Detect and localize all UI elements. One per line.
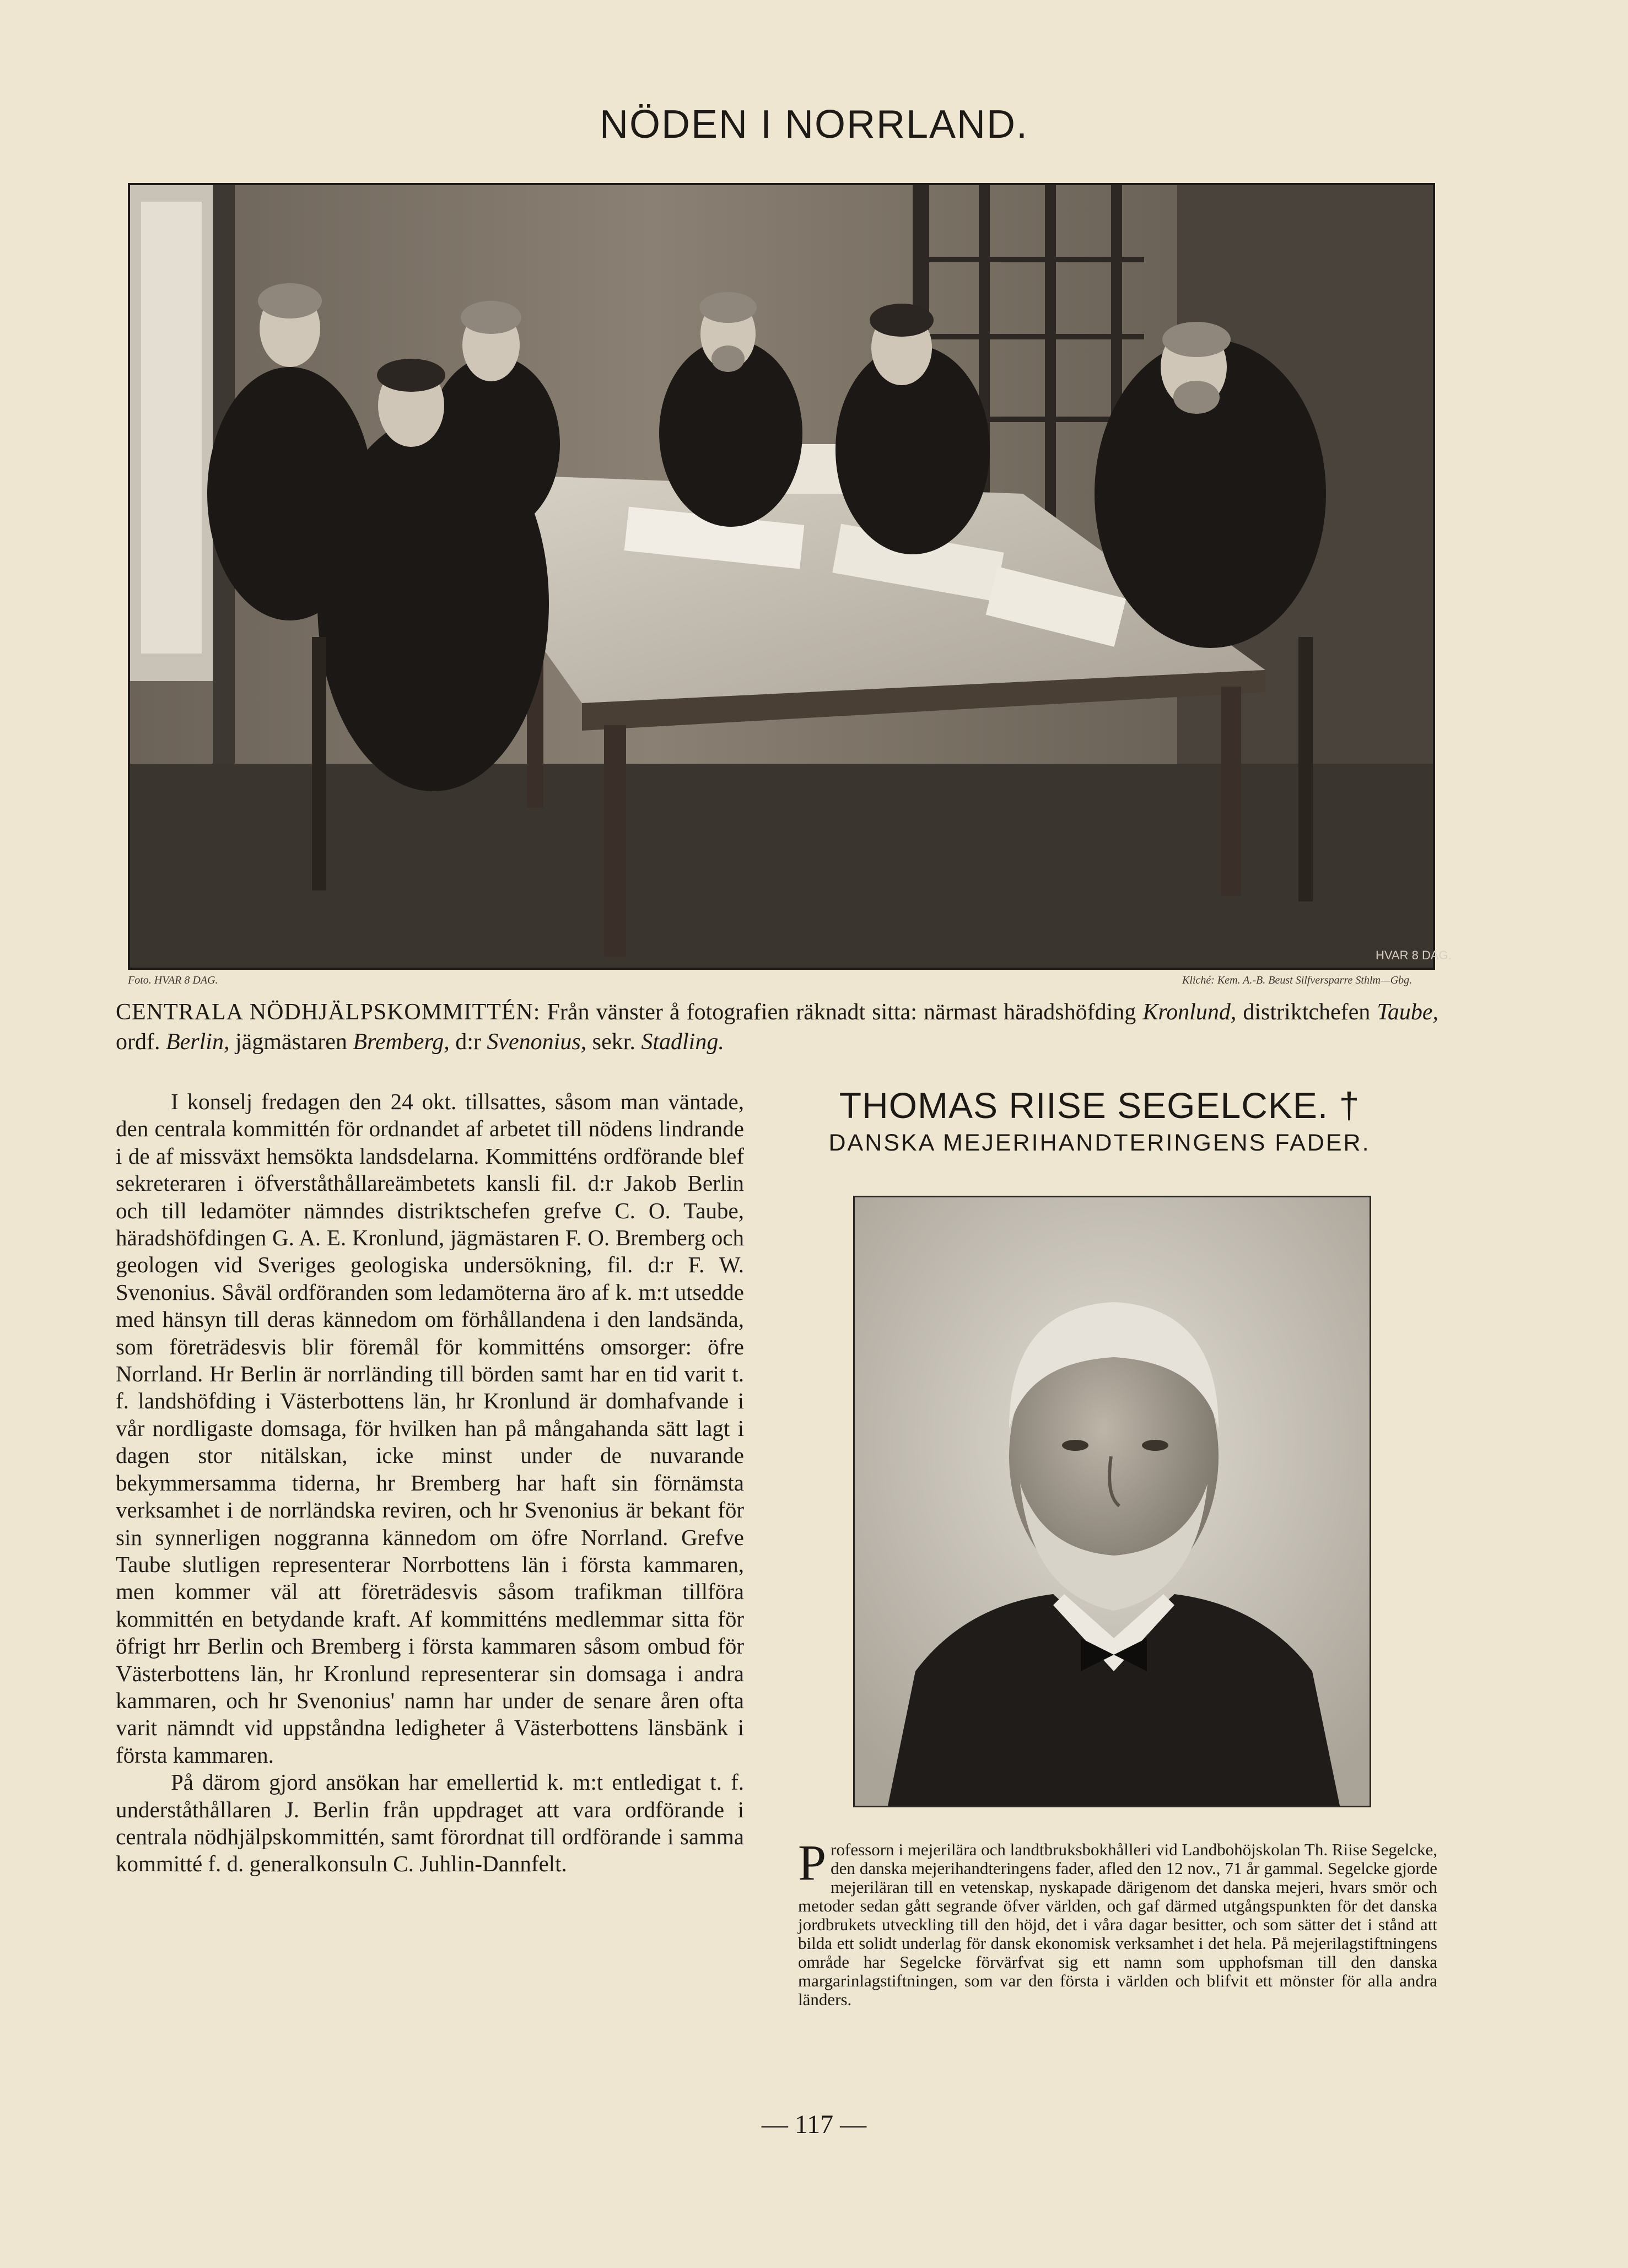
obituary-title: THOMAS RIISE SEGELCKE. † [839, 1085, 1360, 1126]
caption-name: Taube, [1377, 1000, 1439, 1025]
obituary-subtitle: DANSKA MEJERIHANDTERINGENS FADER. [828, 1130, 1371, 1156]
portrait-image [855, 1197, 1370, 1806]
caption-text: ordf. [116, 1029, 160, 1055]
article-column [116, 1088, 744, 1878]
article-paragraph: I konselj fredagen den 24 okt. tillsattes, såsom man väntade, den centrala kommittén för ordnandet af arbetet till nödens lindrande i de af missväxt hemsökta landsdelarna. Kommitténs ordförande blef sekreteraren i öfverståthållareämbetets kansli fil. d:r Jakob Berlin och till ledamöter nämndes distriktschefen grefve C. O. Taube, häradshöfdingen G. A. E. Kronlund, jägmästaren F. O. Bremberg och geologen vid Sveriges geologiska undersökning, fil. d:r F. W. Svenonius. Såväl ordföranden som ledamöterna äro af k. m:t utsedde med hänsyn till deras kännedom om förhållandena i den landsända, som företrädesvis blir föremål för kommitténs omsorger: öfre Norrland. Hr Berlin är norrländing till börden samt har en tid varit t. f. landshöfding i Västerbottens län, hr Kronlund är domhafvande i vår nordligaste domsaga, för hvilken han på mångahanda sätt lagt i dagen stor nitälskan, icke minst under de nuvarande bekymmersamma tiderna, hr Bremberg har haft sin förnämsta verksamhet i de norrländska reviren, och hr Svenonius är bekant för sin synnerligen noggranna kännedom om öfre Norrland. Grefve Taube slutligen representerar Norrbottens län i första kammaren, men kommer väl att företrädesvis såsom trafikman tillföra kommittén en betydande kraft. Af kommitténs medlemmar sitta för öfrigt hrr Berlin och Bremberg i första kammaren såsom ombud för Västerbottens län, hr Kronlund representerar sin domsaga i andra kammaren, och hr Svenonius' namn har under de senare åren ofta varit nämndt vid uppståndna ledigheter å Västerbottens länsbänk i första kammaren. [116, 1089, 744, 1768]
caption-text: sekr. [592, 1029, 635, 1055]
photo-credit: Foto. HVAR 8 DAG. [128, 974, 218, 986]
committee-photograph-image [130, 185, 1452, 968]
caption-name: Kronlund, [1142, 1000, 1237, 1025]
page-title: NÖDEN I NORRLAND. [599, 102, 1029, 147]
committee-photograph [128, 183, 1452, 970]
caption-text: distriktchefen [1243, 1000, 1371, 1025]
obituary-dropcap: P [798, 1834, 827, 1891]
cliche-credit: Kliché: Kem. A.-B. Beust Silfversparre Sthlm—Gbg. [1182, 974, 1413, 986]
caption-name: Stadling. [641, 1029, 724, 1055]
caption-name: Berlin, [165, 1029, 230, 1055]
caption-name: Bremberg, [353, 1029, 450, 1055]
caption-lead: CENTRALA NÖDHJÄLPSKOMMITTÉN: [116, 1000, 541, 1025]
caption-text: jägmästaren [235, 1029, 347, 1055]
caption-text: Från vänster å fotografien räknadt sitta: närmast häradshöfding [547, 1000, 1136, 1025]
page-number: — 117 — [761, 2110, 867, 2139]
photo-caption [116, 997, 1438, 1057]
obituary-body: rofessorn i mejerilära och landtbruksbokhålleri vid Landbohöjskolan Th. Riise Segelcke, den danska mejerihandteringens fader, afled den 12 nov., 71 år gammal. Segelcke gjorde mejeriläran till en vetenskap, nyskapade därigenom det danska mejeri, hvars smör och metoder sedan gått segrande öfver världen, och gaf därmed utgångspunkten för det danska jordbrukets utveckling till den höjd, det i våra dagar besitter, och som sätter det i stånd att bilda ett solidt underlag för dansk ekonomisk verksamhet i det hela. På mejerilagstiftningens område har Segelcke förvärfvat sig ett namn som upphofsman till den danska margarinlagstiftningen, som var den första i världen och blifvit ett mönster för alla andra länders. [798, 1840, 1437, 2009]
caption-name: Svenonius, [487, 1029, 587, 1055]
obituary-text [798, 1834, 1437, 2009]
photo-watermark: HVAR 8 DAG. [1376, 948, 1452, 962]
caption-text: d:r [455, 1029, 481, 1055]
portrait-photograph [853, 1196, 1371, 1807]
article-paragraph: På därom gjord ansökan har emellertid k. m:t entledigat t. f. underståthållaren J. Berlin från uppdraget att vara ordförande i centrala nödhjälpskommittén, samt förordnat till ordförande i samma kommitté f. d. generalkonsuln C. Juhlin-Dannfelt. [116, 1769, 744, 1877]
